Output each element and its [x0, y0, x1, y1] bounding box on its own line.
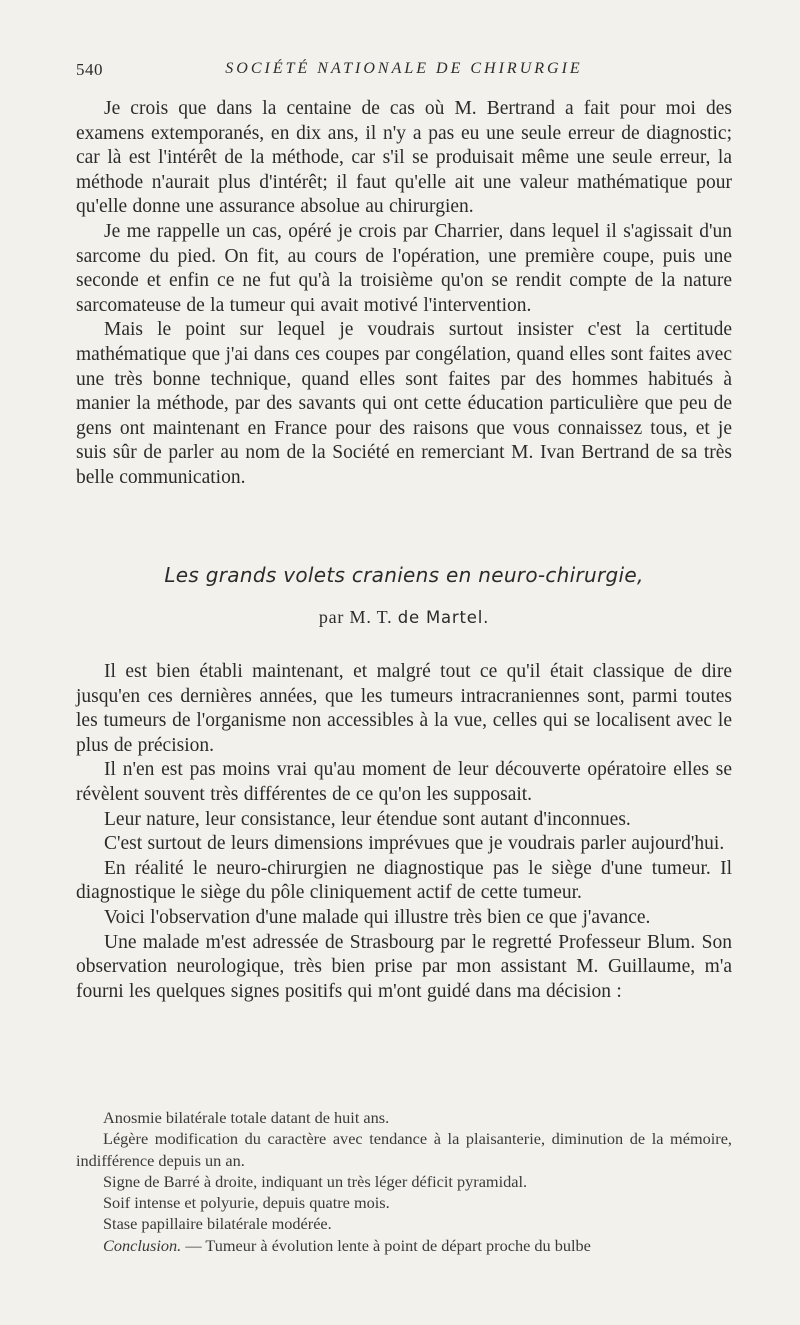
paragraph: Il est bien établi maintenant, et malgré tout ce qu'il était classique de dire jusqu'en ces dernières années, que les tumeurs intracraniennes sont, parmi toutes les tumeurs de l'organisme non accessibles à la vue, celles qui se localisent avec le plus de précision.	[76, 661, 732, 756]
symptom-item: Légère modification du caractère avec tendance à la plaisanterie, diminution de la mémoire, indifférence depuis un an.	[76, 1129, 732, 1170]
page-number: 540	[76, 60, 103, 79]
paragraph: Une malade m'est adressée de Strasbourg par le regretté Professeur Blum. Son observation neurologique, très bien prise par mon assistant M. Guillaume, m'a fourni les quelques signes positifs qui m'ont guidé dans ma décision :	[76, 931, 732, 1002]
conclusion	[76, 1235, 732, 1256]
article-author	[76, 607, 732, 628]
article-title: Les grands volets craniens en neuro-chirurgie,	[164, 563, 644, 587]
author-prefix: par M. T.	[318, 607, 393, 627]
symptom-item: Stase papillaire bilatérale modérée.	[103, 1214, 332, 1234]
paragraph: Mais le point sur lequel je voudrais surtout insister c'est la certitude mathématique que j'ai dans ces coupes par congélation, quand elles sont faites avec une très bonne technique, quand elles sont faites par des hommes habitués à manier la méthode, par des savants qui ont cette éducation particulière que peu de gens ont maintenant en France pour des raisons que vous connaissez tous, et je suis sûr de parler au nom de la Société en remerciant M. Ivan Bertrand de sa très belle communication.	[76, 319, 732, 488]
discussion-text	[76, 97, 732, 491]
symptom-item: Soif intense et polyurie, depuis quatre mois.	[103, 1193, 390, 1213]
paragraph: Leur nature, leur consistance, leur étendue sont autant d'inconnues.	[104, 808, 631, 830]
conclusion-text: — Tumeur à évolution lente à point de départ proche du bulbe	[181, 1235, 591, 1255]
author-name: de Martel.	[397, 608, 490, 627]
paragraph: Je crois que dans la centaine de cas où M. Bertrand a fait pour moi des examens extemporanés, en dix ans, il n'y a pas eu une seule erreur de diagnostic; car là est l'intérêt de la méthode, car s'il se produisait même une seule erreur, la méthode n'aurait plus d'intérêt; il faut qu'elle ait une valeur mathématique pour qu'elle donne une assurance absolue au chirurgien.	[76, 98, 732, 218]
paragraph: Je me rappelle un cas, opéré je crois par Charrier, dans lequel il s'agissait d'un sarcome du pied. On fit, au cours de l'opération, une première coupe, puis une seconde et enfin ce ne fut qu'à la troisième qu'on se rendit compte de la nature sarcomateuse de la tumeur qui avait motivé l'intervention.	[76, 220, 732, 316]
symptom-item: Signe de Barré à droite, indiquant un très léger déficit pyramidal.	[103, 1171, 528, 1191]
symptom-item: Anosmie bilatérale totale datant de huit ans.	[103, 1108, 390, 1127]
article-body	[76, 660, 732, 1004]
symptom-list	[76, 1107, 732, 1256]
paragraph: Il n'en est pas moins vrai qu'au moment de leur découverte opératoire elles se révèlent souvent très différentes de ce qu'on les supposait.	[76, 759, 732, 805]
conclusion-label: Conclusion.	[103, 1235, 182, 1255]
paragraph: Voici l'observation d'une malade qui illustre très bien ce que j'avance.	[104, 906, 651, 928]
page-header	[76, 60, 732, 86]
paragraph: C'est surtout de leurs dimensions imprévues que je voudrais parler aujourd'hui.	[104, 833, 725, 855]
paragraph: En réalité le neuro-chirurgien ne diagnostique pas le siège d'une tumeur. Il diagnostique le siège du pôle cliniquement actif de cette tumeur.	[76, 857, 732, 904]
running-head: SOCIÉTÉ NATIONALE DE CHIRURGIE	[225, 60, 583, 77]
